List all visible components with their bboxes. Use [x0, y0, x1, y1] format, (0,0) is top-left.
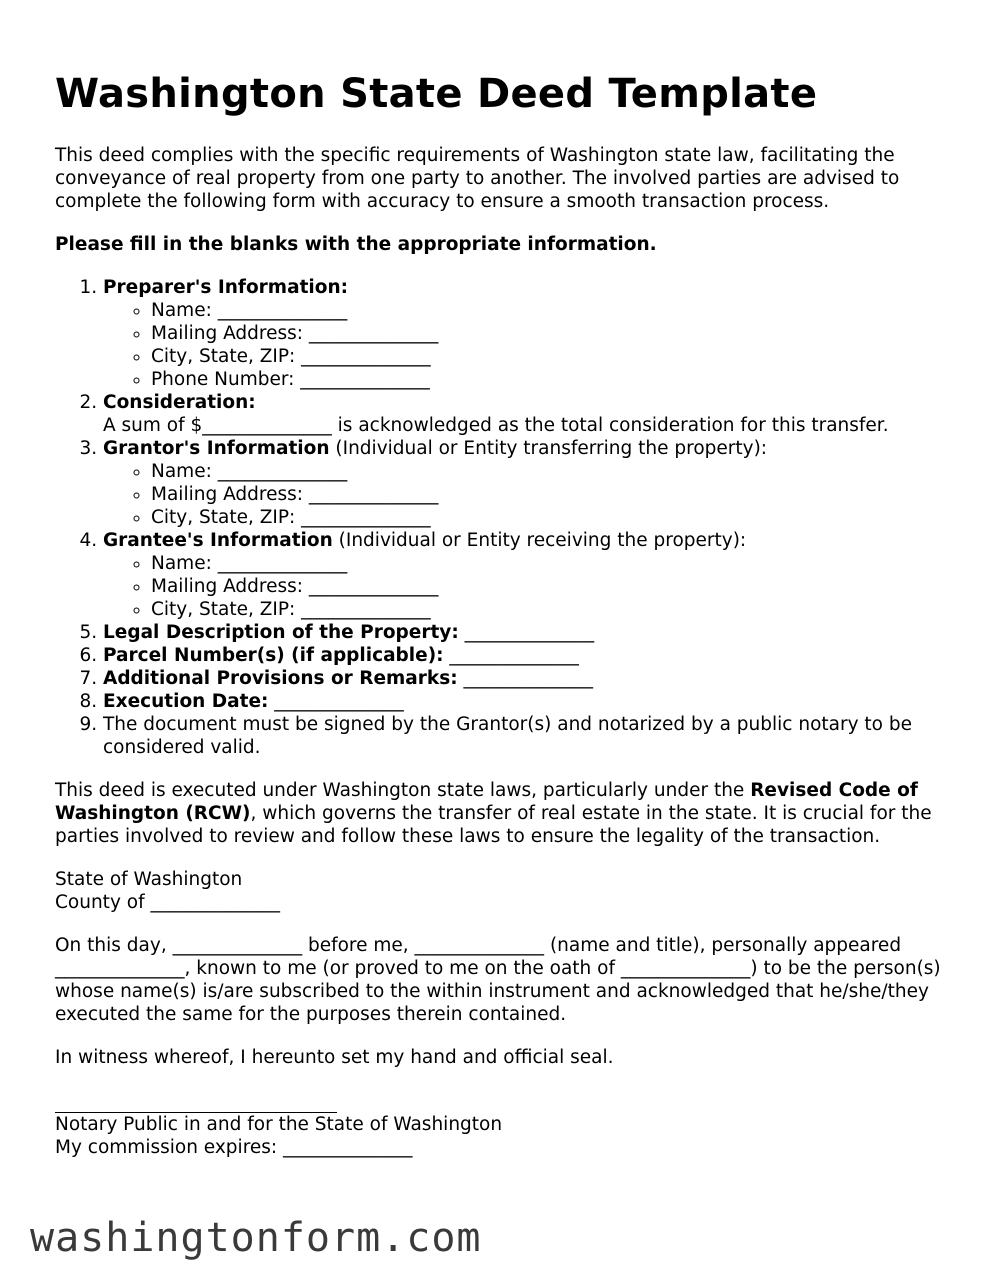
- list-item-consideration: [103, 391, 950, 437]
- list-item-grantor: [103, 437, 950, 529]
- page-title: Washington State Deed Template: [55, 71, 818, 117]
- consideration-heading: Consideration:: [103, 392, 256, 413]
- list-item-grantee: [103, 529, 950, 621]
- grantee-heading: Grantee's Information: [103, 530, 333, 551]
- execution-date-label: Execution Date:: [103, 691, 269, 712]
- preparer-address-field[interactable]: ◦ Mailing Address: ______________: [151, 322, 950, 345]
- form-field-list: [55, 276, 950, 759]
- witness-statement: In witness whereof, I hereunto set my hand and official seal.: [55, 1047, 614, 1068]
- grantee-city-field[interactable]: ◦ City, State, ZIP: ______________: [151, 598, 950, 621]
- preparer-phone-field[interactable]: ◦ Phone Number: ______________: [151, 368, 950, 391]
- additional-provisions-label: Additional Provisions or Remarks:: [103, 668, 458, 689]
- signature-line[interactable]: [55, 1089, 337, 1113]
- grantor-fields: [103, 460, 950, 529]
- grantor-note: (Individual or Entity transferring the property):: [329, 438, 768, 459]
- list-item-legal-description: [103, 621, 950, 644]
- grantee-address-field[interactable]: ◦ Mailing Address: ______________: [151, 575, 950, 598]
- notary-acknowledgment: On this day, ______________ before me, ______________ (name and title), personally appeared ______________, known to me (or proved to me on the oath of ______________) to be the person(s) whose name(s) is/are subscribed to the within instrument and acknowledged that he/she/they executed the same for the purposes therein contained.: [55, 935, 941, 1025]
- list-item-additional-provisions: [103, 667, 950, 690]
- commission-expires-field[interactable]: My commission expires: ______________: [55, 1137, 413, 1158]
- site-watermark: washingtonform.com: [30, 1215, 482, 1261]
- additional-provisions-blank[interactable]: ______________: [457, 668, 594, 689]
- county-line[interactable]: County of ______________: [55, 892, 280, 913]
- intro-paragraph: This deed complies with the specific requirements of Washington state law, facilitating the conveyance of real property from one party to another. The involved parties are advised to complete the following form with accuracy to ensure a smooth transaction process.: [55, 145, 900, 212]
- preparer-heading: Preparer's Information:: [103, 277, 349, 298]
- grantee-fields: [103, 552, 950, 621]
- grantor-address-field[interactable]: ◦ Mailing Address: ______________: [151, 483, 950, 506]
- legal-description-label: Legal Description of the Property:: [103, 622, 459, 643]
- list-item-execution-date: [103, 690, 950, 713]
- preparer-city-field[interactable]: ◦ City, State, ZIP: ______________: [151, 345, 950, 368]
- closing-text-before: This deed is executed under Washington state laws, particularly under the: [55, 780, 751, 801]
- preparer-fields: [103, 299, 950, 391]
- execution-date-blank[interactable]: ______________: [268, 691, 404, 712]
- notary-title: Notary Public in and for the State of Washington: [55, 1114, 503, 1135]
- parcel-number-label: Parcel Number(s) (if applicable):: [103, 645, 444, 666]
- grantor-heading: Grantor's Information: [103, 438, 330, 459]
- grantee-name-field[interactable]: ◦ Name: ______________: [151, 552, 950, 575]
- legal-description-blank[interactable]: ______________: [458, 622, 595, 643]
- deed-document: [55, 66, 950, 1159]
- notary-signature-block: [55, 1089, 950, 1159]
- list-item-preparer: [103, 276, 950, 391]
- list-item-signing-note: 9. The document must be signed by the Grantor(s) and notarized by a public notary to be considered valid.: [103, 713, 950, 759]
- consideration-field[interactable]: A sum of $______________ is acknowledged as the total consideration for this transfer.: [103, 415, 889, 436]
- closing-paragraph: [55, 779, 950, 848]
- grantor-name-field[interactable]: ◦ Name: ______________: [151, 460, 950, 483]
- rcw-reference: Revised Code of Washington (RCW): [55, 780, 918, 824]
- venue-block: [55, 868, 950, 914]
- grantee-note: (Individual or Entity receiving the property):: [332, 530, 747, 551]
- grantor-city-field[interactable]: ◦ City, State, ZIP: ______________: [151, 506, 950, 529]
- state-line: State of Washington: [55, 869, 243, 890]
- closing-text-after: , which governs the transfer of real estate in the state. It is crucial for the parties involved to review and follow these laws to ensure the legality of the transaction.: [55, 803, 932, 847]
- preparer-name-field[interactable]: ◦ Name: ______________: [151, 299, 950, 322]
- instruction-text: Please fill in the blanks with the appropriate information.: [55, 234, 657, 255]
- list-item-parcel-number: [103, 644, 950, 667]
- parcel-number-blank[interactable]: ______________: [443, 645, 579, 666]
